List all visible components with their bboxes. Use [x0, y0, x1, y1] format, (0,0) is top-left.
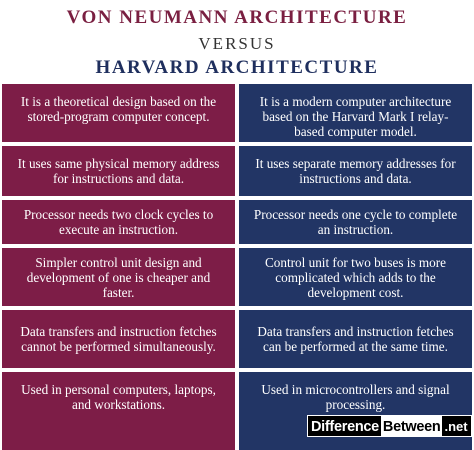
title-von-neumann: VON NEUMANN ARCHITECTURE	[66, 7, 408, 28]
harvard-cell-5: Data transfers and instruction fetches can be performed at the same time.	[239, 310, 472, 368]
comparison-header	[0, 0, 474, 82]
von-neumann-cell-2: It uses same physical memory address for instructions and data.	[2, 146, 235, 196]
harvard-cell-2: It uses separate memory addresses for instructions and data.	[239, 146, 472, 196]
harvard-column	[239, 84, 472, 450]
von-neumann-cell-5: Data transfers and instruction fetches cannot be performed simultaneously.	[2, 310, 235, 368]
von-neumann-cell-3: Processor needs two clock cycles to execute an instruction.	[2, 200, 235, 244]
harvard-cell-1: It is a modern computer architecture based on the Harvard Mark I relay-based computer model.	[239, 84, 472, 142]
harvard-cell-6: Used in microcontrollers and signal processing.	[239, 372, 472, 450]
von-neumann-cell-4: Simpler control unit design and development of one is cheaper and faster.	[2, 248, 235, 306]
harvard-cell-4: Control unit for two buses is more complicated which adds to the development cost.	[239, 248, 472, 306]
harvard-cell-3: Processor needs one cycle to complete an instruction.	[239, 200, 472, 244]
watermark-between: Between	[381, 416, 443, 436]
comparison-table	[0, 84, 474, 450]
title-versus: VERSUS	[198, 34, 276, 53]
von-neumann-column	[2, 84, 235, 450]
differencebetween-watermark	[307, 415, 472, 437]
title-harvard: HARVARD ARCHITECTURE	[95, 57, 379, 78]
von-neumann-cell-6: Used in personal computers, laptops, and workstations.	[2, 372, 235, 450]
watermark-difference: Difference	[308, 416, 381, 436]
watermark-net: .net	[442, 416, 470, 436]
von-neumann-cell-1: It is a theoretical design based on the stored-program computer concept.	[2, 84, 235, 142]
